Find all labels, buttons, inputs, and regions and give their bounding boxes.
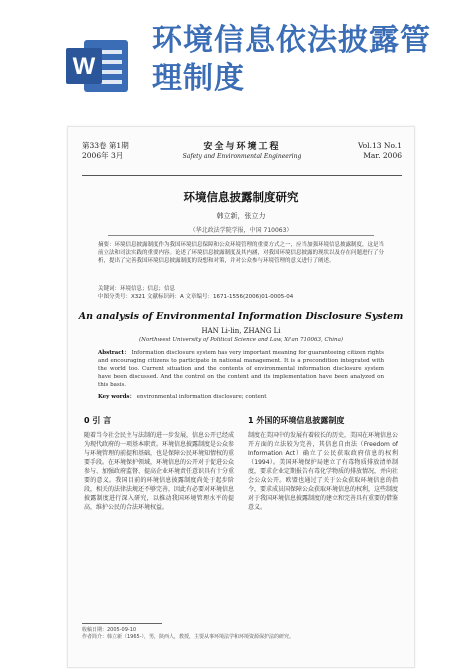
abstract-cn: 摘要：环境信息披露制度作为我国环境信息保障和公众环境管理的重要方式之一，应当加强环境信息披露制度，这是当前立法和司法实践的重要内容。论述了环境信息披露制度及其内涵，对我国环境信息披露的现状以及存在问题进行了分析，提出了完善我国环境信息披露制度的设想和对策，并对公众参与环境管理的意义进行了阐述。 bbox=[98, 242, 385, 264]
paper-title-cn: 环境信息披露制度研究 bbox=[183, 190, 299, 204]
paper-title-en: An analysis of Environmental Information Disclosure System bbox=[78, 311, 404, 322]
banner bbox=[0, 0, 474, 118]
keywords-en bbox=[98, 393, 384, 401]
section-heading-introduction: 0 引 言 bbox=[84, 416, 112, 425]
paper-affiliation-en: (Northwest University of Political Science and Law, Xi'an 710063, China) bbox=[139, 337, 343, 343]
paper-authors-en: HAN Li-lin, ZHANG Li bbox=[201, 327, 281, 335]
keywords-en-text: environmental information disclosure; content bbox=[136, 394, 267, 400]
footnote-author-bio: 作者简介：韩立新（1965-），男，陕西人，教授，主要从事环境法学和环境资源保护法的研究。 bbox=[82, 634, 295, 640]
section-body-foreign: 制度在美国中的发展有着较长的历史，美国在环境信息公开方面的立法较为完善，其信息自由法（Freedom of Information Act）确立了公民获取政府信息的权利（1994）。美国环境保护局建立了有毒物质排放清单制度，要求企业定期报告有毒化学物质的排放情况，并向社会公众公开。欧盟也通过了关于公众获取环境信息的指令，要求成员国保障公众获取环境信息的权利，这些制度对于我国环境信息披露制度的建立和完善具有重要的借鉴意义。 bbox=[248, 432, 398, 511]
footnotes bbox=[82, 627, 392, 641]
abstract-en bbox=[98, 349, 384, 389]
journal-volume: 第33卷 第1期 2006年 3月 bbox=[82, 141, 129, 160]
word-logo-letter: W bbox=[72, 53, 96, 80]
journal-issue: Vol.13 No.1 Mar. 2006 bbox=[357, 141, 402, 160]
journal-header bbox=[82, 139, 402, 176]
paper-affiliation-cn: （华北政法学院学报，中国 710063） bbox=[189, 227, 293, 234]
abstract-en-label: Abstract： bbox=[98, 350, 130, 356]
journal-name: 安全与环境工程 Safety and Environmental Engineering bbox=[182, 142, 302, 160]
keywords-cn: 关键词：环境信息；信息；信息 bbox=[98, 286, 176, 292]
section-body-introduction: 随着当今社会民主与法制的进一步发展，信息公开已经成为现代政府的一项基本职责。环境信息披露制度是公众参与环境管理的前提和基础，也是保障公民环境知情权的重要手段。在环境保护领域，环境信息的公开对于促进公众参与、加强政府监督、提高企业环境责任意识具有十分重要的意义。我国目前的环境信息披露制度尚处于起步阶段，相关的法律法规还不够完善，因此有必要对环境信息披露制度进行深入研究，以推动我国环境管理水平的提高，维护公民的合法环境权益。 bbox=[84, 432, 234, 511]
footnote-received: 收稿日期：2005-09-10 bbox=[82, 627, 137, 633]
section-heading-foreign: 1 外国的环境信息披露制度 bbox=[248, 416, 345, 425]
page-title: 环境信息依法披露管理制度 bbox=[152, 23, 431, 96]
document-page bbox=[67, 126, 415, 668]
paper-authors-cn: 韩立新，张立力 bbox=[216, 212, 266, 220]
keywords-en-label: Key words： bbox=[98, 394, 136, 400]
word-document-icon bbox=[66, 40, 130, 92]
abstract-en-text: Information disclosure system has very important meaning for guaranteeing citizen rights and encouraging citizens to participate in national management. It is a precondition integrated with the world too. Current situation and the contents of environmental information disclosure system have been discussed. And the control on the content and its implementation have been analyzed on this basis. bbox=[98, 350, 384, 388]
footnote-divider bbox=[82, 623, 162, 624]
classification-number: 中图分类号：X321 文献标识码：A 文章编号：1671-1556(2006)01-0005-04 bbox=[98, 294, 294, 300]
divider bbox=[108, 235, 374, 236]
